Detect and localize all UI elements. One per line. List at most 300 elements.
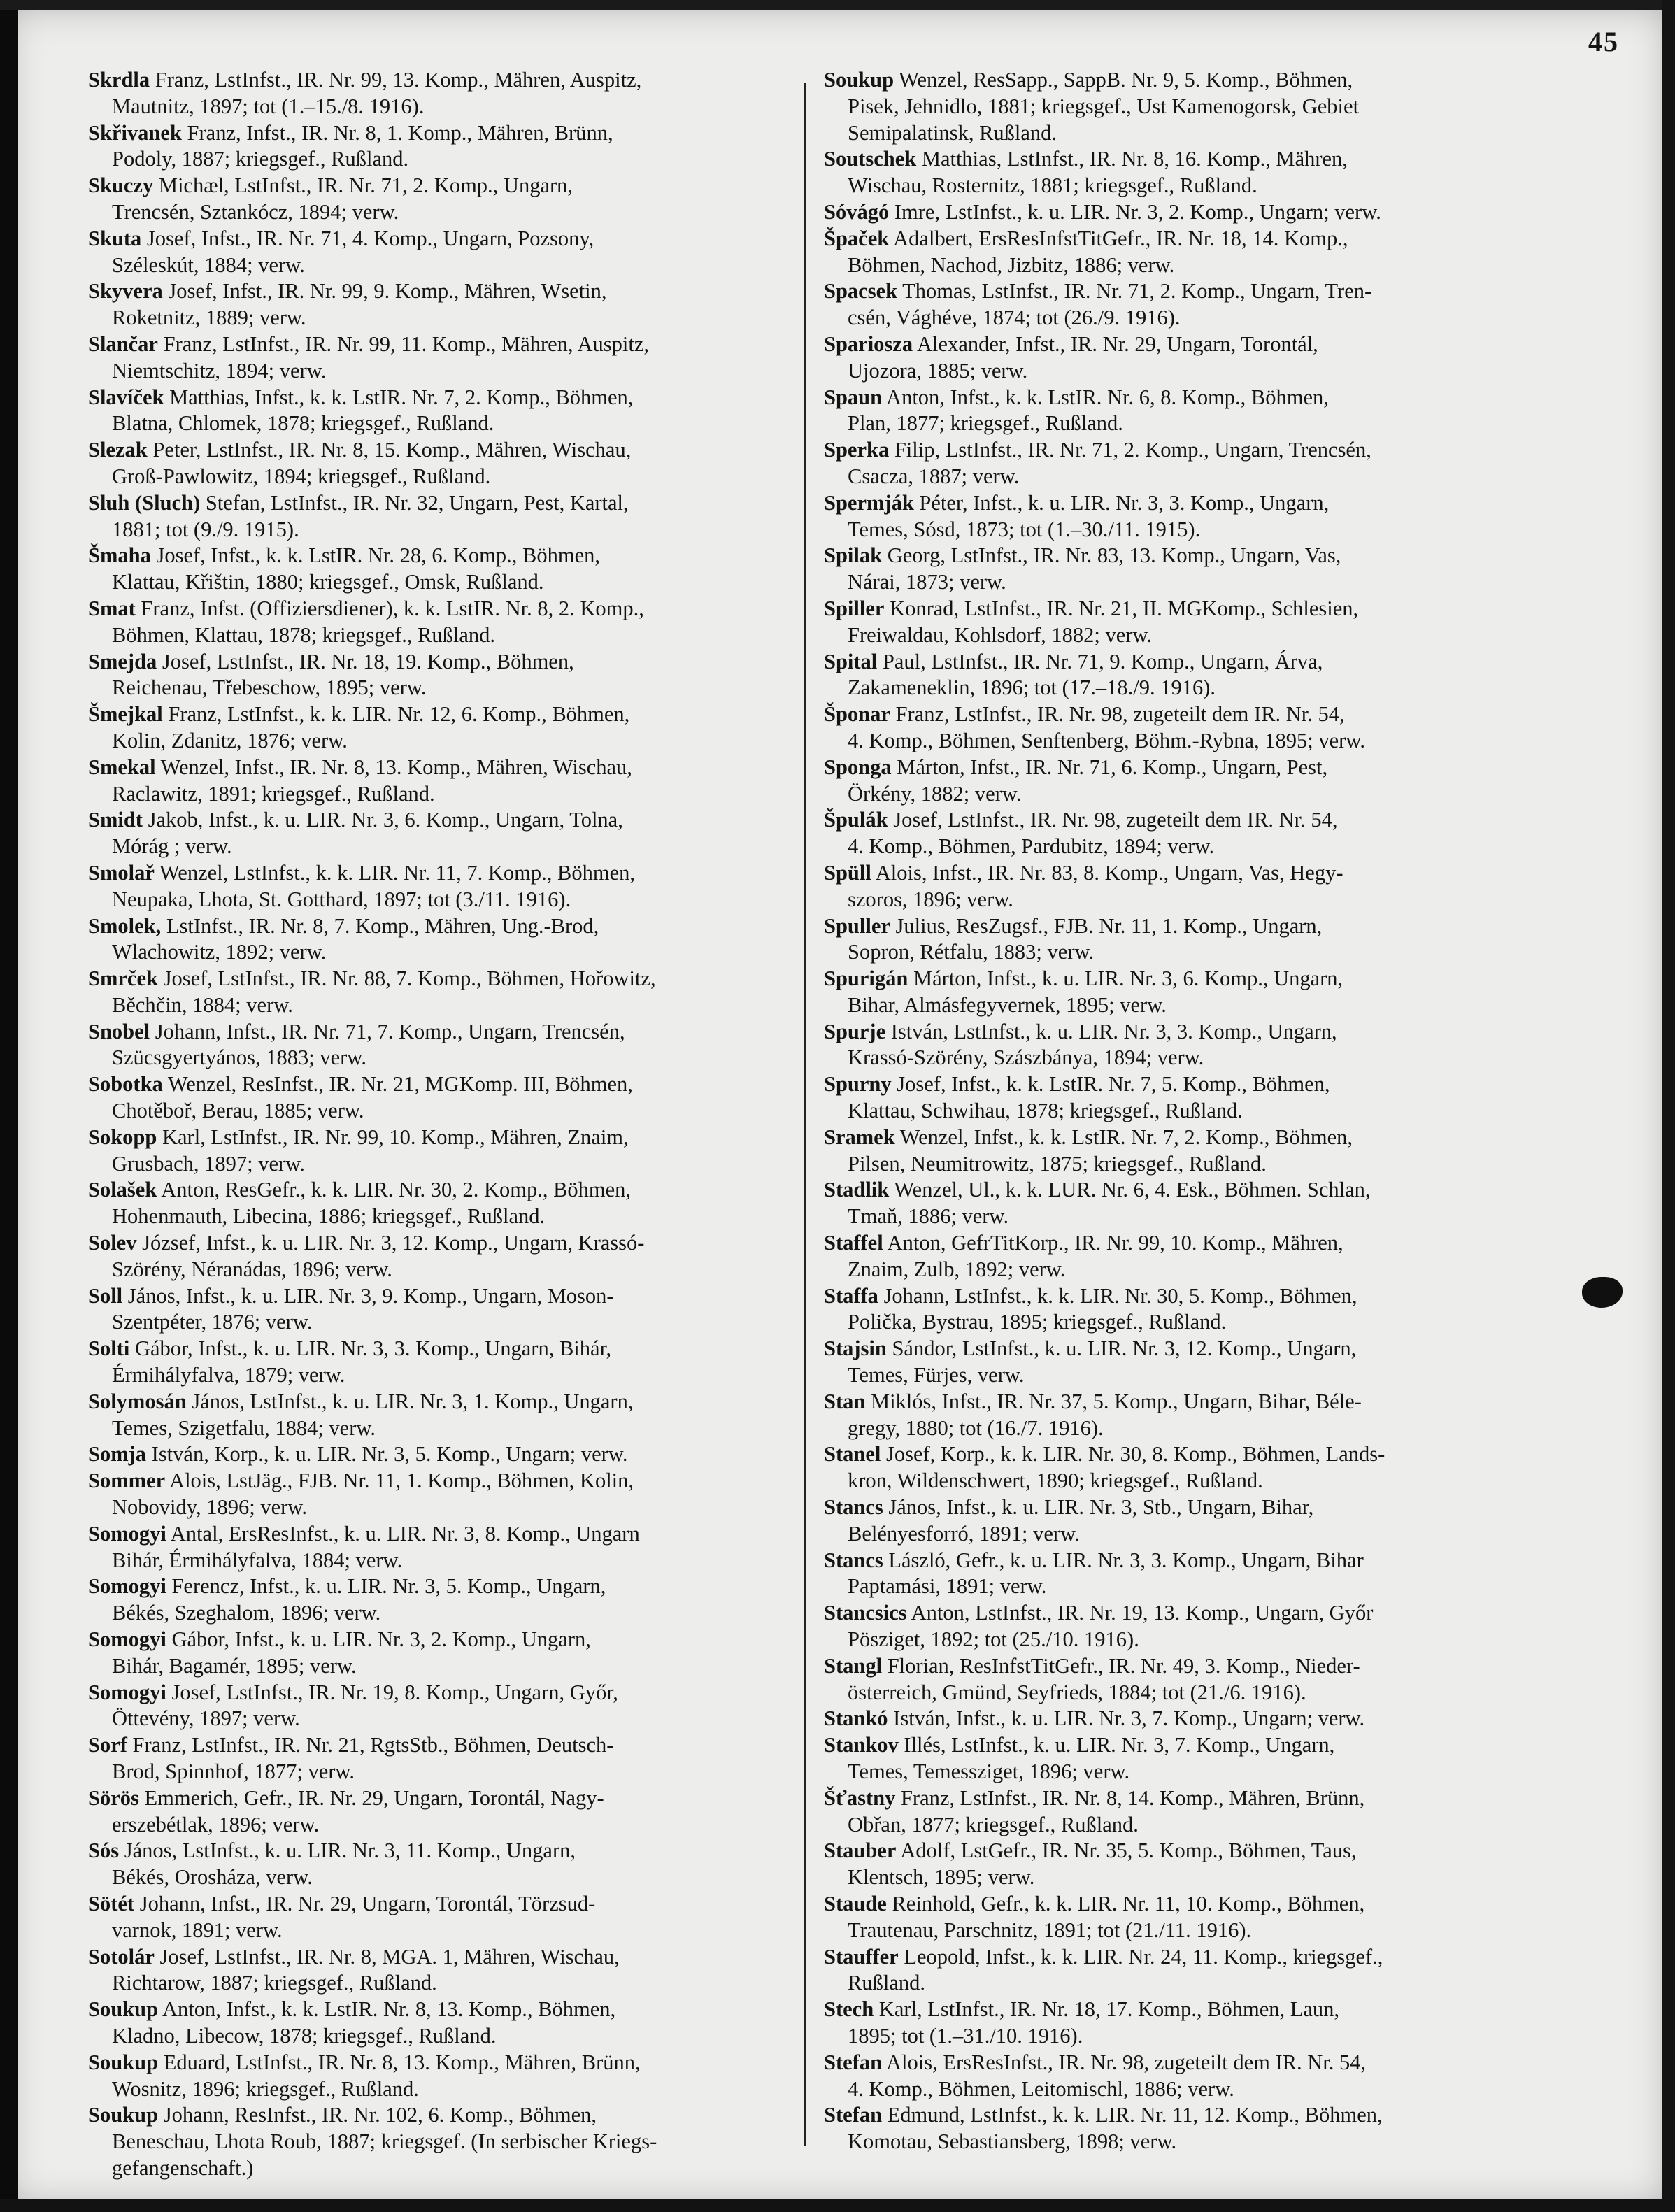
entry-surname: Sokopp bbox=[88, 1125, 157, 1149]
entry-details: Florian, ResInfstTitGefr., IR. Nr. 49, 3. Komp., Nieder- bbox=[882, 1653, 1360, 1678]
entry-continuation: Beneschau, Lhota Roub, 1887; kriegsgef. (In serbischer Kriegs- bbox=[112, 2129, 657, 2154]
entry-continuation: szoros, 1896; verw. bbox=[848, 887, 1013, 911]
entry-details: Josef, LstInfst., IR. Nr. 98, zugeteilt dem IR. Nr. 54, bbox=[888, 808, 1338, 832]
entry-continuation: Richtarow, 1887; kriegsgef., Rußland. bbox=[112, 1971, 437, 1995]
register-entry bbox=[88, 966, 787, 1019]
register-entry bbox=[88, 1944, 787, 1997]
entry-details: Anton, ResGefr., k. k. LIR. Nr. 30, 2. Komp., Böhmen, bbox=[157, 1178, 632, 1202]
entry-details: Josef, Infst., IR. Nr. 99, 9. Komp., Mähren, Wsetin, bbox=[162, 279, 607, 304]
entry-details: LstInfst., IR. Nr. 8, 7. Komp., Mähren, Ung.-Brod, bbox=[161, 913, 599, 938]
entry-details: Anton, LstInfst., IR. Nr. 19, 13. Komp., Ungarn, Győr bbox=[906, 1601, 1374, 1625]
entry-continuation: Ujozora, 1885; verw. bbox=[848, 358, 1028, 383]
entry-details: Alois, LstJäg., FJB. Nr. 11, 1. Komp., Böhmen, Kolin, bbox=[165, 1469, 634, 1493]
entry-continuation: erszebétlak, 1896; verw. bbox=[112, 1812, 320, 1836]
entry-details: Josef, LstInfst., IR. Nr. 88, 7. Komp., Böhmen, Hořowitz, bbox=[157, 966, 656, 991]
entry-continuation: Groß-Pawlowitz, 1894; kriegsgef., Rußland. bbox=[112, 464, 491, 488]
entry-details: János, Infst., k. u. LIR. Nr. 3, Stb., Ungarn, Bihar, bbox=[883, 1495, 1314, 1520]
register-entry bbox=[88, 1785, 787, 1839]
scan-border-left bbox=[0, 0, 18, 2212]
register-entry bbox=[88, 278, 787, 331]
ink-blot bbox=[1582, 1277, 1623, 1308]
entry-continuation: Pilsen, Neumitrowitz, 1875; kriegsgef., Rußland. bbox=[848, 1151, 1267, 1176]
entry-continuation: Komotau, Sebastiansberg, 1898; verw. bbox=[848, 2129, 1177, 2154]
entry-continuation: Széleskút, 1884; verw. bbox=[112, 252, 305, 277]
entry-details: János, Infst., k. u. LIR. Nr. 3, 9. Komp., Ungarn, Moson- bbox=[122, 1283, 614, 1308]
entry-surname: Soukup bbox=[88, 1997, 159, 2022]
entry-continuation: Podoly, 1887; kriegsgef., Rußland. bbox=[112, 147, 409, 171]
entry-details: Franz, LstInfst., k. k. LIR. Nr. 12, 6. Komp., Böhmen, bbox=[162, 702, 630, 727]
register-entry bbox=[88, 1019, 787, 1072]
entry-details: Adolf, LstGefr., IR. Nr. 35, 5. Komp., Böhmen, Taus, bbox=[896, 1839, 1357, 1863]
entry-details: Josef, LstInfst., IR. Nr. 19, 8. Komp., Ungarn, Győr, bbox=[166, 1680, 618, 1704]
entry-surname: Stauber bbox=[824, 1839, 897, 1863]
entry-details: Josef, Korp., k. k. LIR. Nr. 30, 8. Komp., Böhmen, Lands- bbox=[881, 1442, 1385, 1467]
entry-continuation: Klattau, Schwihau, 1878; kriegsgef., Rußland. bbox=[848, 1099, 1243, 1123]
entry-surname: Šmaha bbox=[88, 543, 151, 568]
register-entry bbox=[88, 1574, 787, 1627]
entry-continuation: Szücsgyertyános, 1883; verw. bbox=[112, 1046, 366, 1070]
entry-continuation: Örkény, 1882; verw. bbox=[848, 781, 1022, 806]
register-entry bbox=[88, 913, 787, 966]
entry-continuation: Hohenmauth, Libecina, 1886; kriegsgef., Rußland. bbox=[112, 1204, 546, 1229]
entry-surname: Solymosán bbox=[88, 1389, 187, 1413]
entry-details: Sándor, LstInfst., k. u. LIR. Nr. 3, 12. Komp., Ungarn, bbox=[886, 1336, 1357, 1361]
register-entry bbox=[88, 120, 787, 173]
entry-continuation: Tmaň, 1886; verw. bbox=[848, 1204, 1009, 1229]
entry-surname: Spacsek bbox=[824, 279, 898, 304]
entry-continuation: Grusbach, 1897; verw. bbox=[112, 1151, 305, 1176]
entry-surname: Spital bbox=[824, 649, 878, 673]
entry-continuation: Trautenau, Parschnitz, 1891; tot (21./11. 1916). bbox=[848, 1918, 1252, 1942]
entry-continuation: Érmihályfalva, 1879; verw. bbox=[112, 1363, 345, 1387]
entry-details: Emmerich, Gefr., IR. Nr. 29, Ungarn, Torontál, Nagy- bbox=[138, 1785, 604, 1810]
entry-continuation: Běchčin, 1884; verw. bbox=[112, 992, 293, 1017]
entry-details: Wenzel, ResInfst., IR. Nr. 21, MGKomp. III, Böhmen, bbox=[162, 1072, 633, 1097]
entry-continuation: Öttevény, 1897; verw. bbox=[112, 1706, 300, 1731]
entry-continuation: Raclawitz, 1891; kriegsgef., Rußland. bbox=[112, 781, 435, 806]
entry-continuation: Plan, 1877; kriegsgef., Rußland. bbox=[848, 411, 1123, 436]
entry-details: Jakob, Infst., k. u. LIR. Nr. 3, 6. Komp., Ungarn, Tolna, bbox=[142, 808, 623, 832]
entry-surname: Slezak bbox=[88, 438, 148, 462]
entry-surname: Skuta bbox=[88, 226, 142, 250]
register-entry bbox=[88, 1680, 787, 1733]
register-entry bbox=[88, 1891, 787, 1944]
entry-surname: Sós bbox=[88, 1839, 120, 1863]
register-entry bbox=[824, 2050, 1537, 2103]
register-entry bbox=[824, 1600, 1537, 1653]
entry-surname: Soutschek bbox=[824, 147, 917, 171]
register-entry bbox=[824, 1125, 1537, 1178]
register-entry bbox=[824, 913, 1537, 966]
entry-details: Georg, LstInfst., IR. Nr. 83, 13. Komp., Ungarn, Vas, bbox=[882, 543, 1341, 568]
entry-continuation: Böhmen, Klattau, 1878; kriegsgef., Rußland. bbox=[112, 622, 496, 647]
entry-continuation: Obřan, 1877; kriegsgef., Rußland. bbox=[848, 1812, 1139, 1836]
register-entry bbox=[824, 1785, 1537, 1839]
register-entry bbox=[824, 331, 1537, 385]
entry-details: Franz, LstInfst., IR. Nr. 8, 14. Komp., Mähren, Brünn, bbox=[895, 1785, 1365, 1810]
entry-surname: Šťastny bbox=[824, 1785, 896, 1810]
entry-surname: Špaček bbox=[824, 226, 890, 250]
entry-surname: Slavíček bbox=[88, 385, 164, 409]
entry-details: Anton, GefrTitKorp., IR. Nr. 99, 10. Komp., Mähren, bbox=[883, 1231, 1343, 1255]
register-entry bbox=[824, 596, 1537, 649]
entry-details: József, Infst., k. u. LIR. Nr. 3, 12. Komp., Ungarn, Krassó- bbox=[136, 1231, 645, 1255]
entry-details: Johann, Infst., IR. Nr. 29, Ungarn, Torontál, Törzsud- bbox=[134, 1891, 596, 1915]
entry-surname: Skuczy bbox=[88, 173, 154, 198]
entry-continuation: Wosnitz, 1896; kriegsgef., Rußland. bbox=[112, 2076, 419, 2101]
entry-surname: Sobotka bbox=[88, 1072, 163, 1097]
entry-details: Johann, LstInfst., k. k. LIR. Nr. 30, 5. Komp., Böhmen, bbox=[878, 1283, 1357, 1308]
scan-border-top bbox=[0, 0, 1675, 10]
register-entry bbox=[88, 173, 787, 226]
entry-surname: Spiller bbox=[824, 596, 885, 620]
entry-details: János, LstInfst., k. u. LIR. Nr. 3, 11. Komp., Ungarn, bbox=[119, 1839, 576, 1863]
entry-continuation: Csacza, 1887; verw. bbox=[848, 464, 1020, 488]
entry-continuation: Temes, Fürjes, verw. bbox=[848, 1363, 1025, 1387]
entry-details: Franz, LstInfst., IR. Nr. 98, zugeteilt dem IR. Nr. 54, bbox=[890, 702, 1345, 727]
entry-details: Franz, LstInfst., IR. Nr. 99, 13. Komp., Mähren, Auspitz, bbox=[150, 68, 642, 92]
entry-surname: Stadlik bbox=[824, 1178, 890, 1202]
entry-details: Wenzel, Ul., k. k. LUR. Nr. 6, 4. Esk., Böhmen. Schlan, bbox=[889, 1178, 1371, 1202]
register-entry bbox=[88, 67, 787, 120]
entry-surname: Sóvágó bbox=[824, 199, 890, 224]
entry-details: Michæl, LstInfst., IR. Nr. 71, 2. Komp., Ungarn, bbox=[153, 173, 573, 198]
entry-details: István, LstInfst., k. u. LIR. Nr. 3, 3. Komp., Ungarn, bbox=[885, 1019, 1337, 1043]
register-entry bbox=[824, 1548, 1537, 1601]
entry-continuation: Temes, Temessziget, 1896; verw. bbox=[848, 1760, 1130, 1783]
entry-continuation: gregy, 1880; tot (16./7. 1916). bbox=[848, 1415, 1104, 1440]
entry-details: Miklós, Infst., IR. Nr. 37, 5. Komp., Ungarn, Bihar, Béle- bbox=[865, 1389, 1362, 1413]
entry-surname: Smejda bbox=[88, 649, 157, 673]
register-entry bbox=[824, 1336, 1537, 1389]
entry-details: István, Infst., k. u. LIR. Nr. 3, 7. Komp., Ungarn; verw. bbox=[888, 1706, 1365, 1731]
entry-surname: Stanel bbox=[824, 1442, 881, 1467]
entry-details: Ferencz, Infst., k. u. LIR. Nr. 3, 5. Komp., Ungarn, bbox=[166, 1574, 606, 1599]
entry-surname: Soukup bbox=[824, 68, 894, 92]
entry-surname: Somogyi bbox=[88, 1680, 166, 1704]
register-entry bbox=[824, 1283, 1537, 1336]
entry-continuation: Klattau, Křištin, 1880; kriegsgef., Omsk, Rußland. bbox=[112, 570, 544, 594]
entry-details: Matthias, LstInfst., IR. Nr. 8, 16. Komp., Mähren, bbox=[916, 147, 1348, 171]
register-entry bbox=[824, 226, 1537, 279]
register-entry bbox=[88, 1732, 787, 1785]
entry-surname: Staffel bbox=[824, 1231, 883, 1255]
entry-continuation: Niemtschitz, 1894; verw. bbox=[112, 358, 327, 383]
register-entry bbox=[824, 1441, 1537, 1494]
entry-continuation: gefangenschaft.) bbox=[112, 2155, 254, 2180]
entry-details: Stefan, LstInfst., IR. Nr. 32, Ungarn, Pest, Kartal, bbox=[200, 490, 629, 515]
entry-surname: Somogyi bbox=[88, 1521, 166, 1546]
entry-surname: Smidt bbox=[88, 808, 143, 832]
entry-surname: Stefan bbox=[824, 2103, 883, 2127]
entry-surname: Stech bbox=[824, 1997, 874, 2022]
register-entry bbox=[88, 437, 787, 490]
register-entry bbox=[824, 701, 1537, 755]
register-entry bbox=[824, 1177, 1537, 1230]
entry-surname: Špulák bbox=[824, 808, 888, 832]
register-entry bbox=[824, 1944, 1537, 1997]
entry-surname: Stauffer bbox=[824, 1944, 899, 1969]
entry-surname: Sorf bbox=[88, 1733, 127, 1757]
entry-continuation: Brod, Spinnhof, 1877; verw. bbox=[112, 1760, 355, 1783]
entry-continuation: Bihár, Érmihályfalva, 1884; verw. bbox=[112, 1548, 403, 1572]
entry-continuation: Neupaka, Lhota, St. Gotthard, 1897; tot (3./11. 1916). bbox=[112, 887, 571, 911]
entry-details: István, Korp., k. u. LIR. Nr. 3, 5. Komp., Ungarn; verw. bbox=[146, 1442, 628, 1467]
entry-surname: Staude bbox=[824, 1891, 887, 1915]
entry-continuation: Mautnitz, 1897; tot (1.–15./8. 1916). bbox=[112, 94, 425, 118]
entry-continuation: Pisek, Jehnidlo, 1881; kriegsgef., Ust Kamenogorsk, Gebiet bbox=[848, 94, 1360, 118]
register-entry bbox=[88, 1177, 787, 1230]
entry-details: Konrad, LstInfst., IR. Nr. 21, II. MGKomp., Schlesien, bbox=[884, 596, 1359, 620]
register-entry bbox=[824, 1838, 1537, 1891]
entry-surname: Spariosza bbox=[824, 331, 913, 356]
entry-details: Johann, ResInfst., IR. Nr. 102, 6. Komp., Böhmen, bbox=[158, 2103, 597, 2127]
register-entry bbox=[824, 278, 1537, 331]
entry-details: Franz, LstInfst., IR. Nr. 21, RgtsStb., Böhmen, Deutsch- bbox=[127, 1733, 614, 1757]
entry-details: Wenzel, ResSapp., SappB. Nr. 9, 5. Komp., Böhmen, bbox=[894, 68, 1353, 92]
entry-continuation: Bihár, Bagamér, 1895; verw. bbox=[112, 1653, 357, 1678]
register-entry bbox=[824, 2102, 1537, 2155]
entry-details: Wenzel, Infst., k. k. LstIR. Nr. 7, 2. Komp., Böhmen, bbox=[894, 1125, 1353, 1149]
entry-details: Anton, Infst., k. k. LstIR. Nr. 8, 13. Komp., Böhmen, bbox=[158, 1997, 616, 2022]
register-entry bbox=[824, 490, 1537, 543]
register-entry bbox=[824, 1997, 1537, 2050]
entry-details: Wenzel, Infst., IR. Nr. 8, 13. Komp., Mähren, Wischau, bbox=[155, 755, 632, 779]
register-entry bbox=[824, 807, 1537, 860]
register-entry bbox=[824, 1891, 1537, 1944]
register-entry bbox=[824, 1071, 1537, 1125]
entry-continuation: Semipalatinsk, Rußland. bbox=[848, 120, 1057, 145]
register-entry bbox=[824, 67, 1537, 146]
entry-details: Josef, LstInfst., IR. Nr. 8, MGA. 1, Mähren, Wischau, bbox=[154, 1944, 620, 1969]
entry-details: Reinhold, Gefr., k. k. LIR. Nr. 11, 10. Komp., Böhmen, bbox=[886, 1891, 1365, 1915]
register-entry bbox=[88, 226, 787, 279]
entry-details: Eduard, LstInfst., IR. Nr. 8, 13. Komp., Mähren, Brünn, bbox=[158, 2050, 641, 2074]
entry-continuation: Nobovidy, 1896; verw. bbox=[112, 1495, 307, 1520]
register-entry bbox=[88, 1283, 787, 1336]
register-entry bbox=[824, 1230, 1537, 1283]
entry-details: Franz, Infst., IR. Nr. 8, 1. Komp., Mähren, Brünn, bbox=[181, 120, 613, 145]
entry-details: Matthias, Infst., k. k. LstIR. Nr. 7, 2. Komp., Böhmen, bbox=[164, 385, 634, 409]
entry-details: Julius, ResZugsf., FJB. Nr. 11, 1. Komp., Ungarn, bbox=[890, 913, 1323, 938]
entry-details: Alois, ErsResInfst., IR. Nr. 98, zugeteilt dem IR. Nr. 54, bbox=[882, 2050, 1367, 2074]
entry-continuation: Nárai, 1873; verw. bbox=[848, 570, 1006, 594]
entry-continuation: Békés, Orosháza, verw. bbox=[112, 1865, 313, 1890]
register-entry bbox=[88, 2102, 787, 2181]
register-entry bbox=[88, 1389, 787, 1442]
entry-continuation: Pösziget, 1892; tot (25./10. 1916). bbox=[848, 1627, 1139, 1652]
register-entry bbox=[88, 1468, 787, 1521]
entry-continuation: Mórág ; verw. bbox=[112, 834, 232, 859]
entry-details: Wenzel, LstInfst., k. k. LIR. Nr. 11, 7. Komp., Böhmen, bbox=[154, 860, 636, 885]
entry-continuation: Znaim, Zulb, 1892; verw. bbox=[848, 1257, 1066, 1281]
entry-continuation: Roketnitz, 1889; verw. bbox=[112, 306, 306, 330]
entry-continuation: Szörény, Néranádas, 1896; verw. bbox=[112, 1257, 392, 1281]
entry-continuation: Sopron, Rétfalu, 1883; verw. bbox=[848, 940, 1095, 964]
entry-surname: Smolek, bbox=[88, 913, 162, 938]
register-entry bbox=[824, 199, 1537, 226]
register-entry bbox=[824, 1732, 1537, 1785]
right-column bbox=[824, 67, 1537, 2155]
register-entry bbox=[824, 1389, 1537, 1442]
register-entry bbox=[88, 1230, 787, 1283]
entry-surname: Solti bbox=[88, 1336, 130, 1361]
entry-details: Josef, Infst., k. k. LstIR. Nr. 28, 6. Komp., Böhmen, bbox=[150, 543, 601, 568]
entry-surname: Sommer bbox=[88, 1469, 166, 1493]
register-entry bbox=[824, 543, 1537, 596]
entry-continuation: csén, Vághéve, 1874; tot (26./9. 1916). bbox=[848, 306, 1181, 330]
register-entry bbox=[88, 385, 787, 438]
entry-details: Márton, Infst., IR. Nr. 71, 6. Komp., Ungarn, Pest, bbox=[891, 755, 1328, 779]
register-entry bbox=[824, 385, 1537, 438]
register-entry bbox=[88, 701, 787, 755]
register-entry bbox=[824, 437, 1537, 490]
entry-surname: Sperka bbox=[824, 438, 890, 462]
entry-continuation: österreich, Gmünd, Seyfrieds, 1884; tot (21./6. 1916). bbox=[848, 1680, 1306, 1704]
entry-surname: Slančar bbox=[88, 331, 158, 356]
entry-surname: Soll bbox=[88, 1283, 123, 1308]
entry-surname: Spilak bbox=[824, 543, 883, 568]
register-entry bbox=[824, 860, 1537, 913]
entry-continuation: Békés, Szeghalom, 1896; verw. bbox=[112, 1601, 381, 1625]
register-entry bbox=[88, 1521, 787, 1574]
entry-details: Péter, Infst., k. u. LIR. Nr. 3, 3. Komp., Ungarn, bbox=[913, 490, 1330, 515]
entry-continuation: Wischau, Rosternitz, 1881; kriegsgef., Rußland. bbox=[848, 173, 1257, 198]
entry-surname: Spaun bbox=[824, 385, 883, 409]
left-column bbox=[88, 67, 787, 2182]
page-number: 45 bbox=[1588, 26, 1619, 57]
entry-surname: Stangl bbox=[824, 1653, 883, 1678]
register-entry bbox=[824, 1653, 1537, 1706]
register-entry bbox=[88, 649, 787, 702]
register-entry bbox=[88, 755, 787, 808]
register-entry bbox=[824, 966, 1537, 1019]
entry-continuation: Kolin, Zdanitz, 1876; verw. bbox=[112, 728, 348, 752]
entry-details: Gábor, Infst., k. u. LIR. Nr. 3, 2. Komp., Ungarn, bbox=[166, 1627, 591, 1652]
entry-surname: Šponar bbox=[824, 702, 890, 727]
entry-surname: Sörös bbox=[88, 1785, 139, 1810]
entry-surname: Sotolár bbox=[88, 1944, 155, 1969]
entry-continuation: Temes, Sósd, 1873; tot (1.–30./11. 1915). bbox=[848, 517, 1201, 541]
entry-surname: Skřivanek bbox=[88, 120, 182, 145]
entry-details: László, Gefr., k. u. LIR. Nr. 3, 3. Komp., Ungarn, Bihar bbox=[883, 1548, 1364, 1572]
register-entry bbox=[824, 146, 1537, 199]
entry-surname: Spuller bbox=[824, 913, 890, 938]
entry-continuation: 4. Komp., Böhmen, Leitomischl, 1886; verw. bbox=[848, 2076, 1234, 2101]
register-entry bbox=[88, 860, 787, 913]
scan-border-bottom bbox=[0, 2199, 1675, 2212]
entry-continuation: Chotěboř, Berau, 1885; verw. bbox=[112, 1099, 364, 1123]
register-entry bbox=[88, 2050, 787, 2103]
entry-continuation: 4. Komp., Böhmen, Pardubitz, 1894; verw. bbox=[848, 834, 1215, 859]
entry-details: Gábor, Infst., k. u. LIR. Nr. 3, 3. Komp., Ungarn, Bihár, bbox=[129, 1336, 612, 1361]
entry-continuation: Zakameneklin, 1896; tot (17.–18./9. 1916). bbox=[848, 676, 1216, 700]
entry-surname: Spurny bbox=[824, 1072, 892, 1097]
register-entry bbox=[88, 1838, 787, 1891]
entry-continuation: Paptamási, 1891; verw. bbox=[848, 1574, 1047, 1599]
entry-surname: Skyvera bbox=[88, 279, 163, 304]
entry-surname: Soukup bbox=[88, 2050, 159, 2074]
entry-details: Johann, Infst., IR. Nr. 71, 7. Komp., Ungarn, Trencsén, bbox=[150, 1019, 625, 1043]
entry-details: Franz, Infst. (Offiziersdiener), k. k. LstIR. Nr. 8, 2. Komp., bbox=[135, 596, 644, 620]
entry-continuation: Klentsch, 1895; verw. bbox=[848, 1865, 1035, 1890]
register-entry bbox=[88, 1441, 787, 1468]
entry-details: Karl, LstInfst., IR. Nr. 18, 17. Komp., Böhmen, Laun, bbox=[874, 1997, 1340, 2022]
register-entry bbox=[88, 1336, 787, 1389]
entry-details: Anton, Infst., k. k. LstIR. Nr. 6, 8. Komp., Böhmen, bbox=[882, 385, 1329, 409]
entry-details: Franz, LstInfst., IR. Nr. 99, 11. Komp., Mähren, Auspitz, bbox=[157, 331, 649, 356]
entry-surname: Smolař bbox=[88, 860, 155, 885]
entry-details: János, LstInfst., k. u. LIR. Nr. 3, 1. Komp., Ungarn, bbox=[186, 1389, 634, 1413]
entry-surname: Soukup bbox=[88, 2103, 159, 2127]
register-entry bbox=[88, 596, 787, 649]
entry-details: Leopold, Infst., k. k. LIR. Nr. 24, 11. Komp., kriegsgef., bbox=[898, 1944, 1383, 1969]
register-entry bbox=[88, 1627, 787, 1680]
entry-details: Imre, LstInfst., k. u. LIR. Nr. 3, 2. Komp., Ungarn; verw. bbox=[889, 199, 1381, 224]
entry-continuation: Blatna, Chlomek, 1878; kriegsgef., Rußland. bbox=[112, 411, 494, 436]
entry-continuation: Böhmen, Nachod, Jizbitz, 1886; verw. bbox=[848, 252, 1175, 277]
entry-continuation: Krassó-Szörény, Szászbánya, 1894; verw. bbox=[848, 1046, 1204, 1070]
entry-surname: Smrček bbox=[88, 966, 158, 991]
entry-continuation: Szentpéter, 1876; verw. bbox=[112, 1310, 313, 1334]
entry-surname: Skrdla bbox=[88, 68, 150, 92]
register-entry bbox=[88, 807, 787, 860]
entry-surname: Sluh (Sluch) bbox=[88, 490, 201, 515]
entry-surname: Stankó bbox=[824, 1706, 888, 1731]
entry-details: Alexander, Infst., IR. Nr. 29, Ungarn, Torontál, bbox=[913, 331, 1318, 356]
entry-surname: Spüll bbox=[824, 860, 871, 885]
entry-surname: Snobel bbox=[88, 1019, 150, 1043]
register-entry bbox=[824, 1019, 1537, 1072]
entry-continuation: Bihar, Almásfegyvernek, 1895; verw. bbox=[848, 992, 1167, 1017]
register-entry bbox=[88, 1125, 787, 1178]
entry-continuation: Reichenau, Třebeschow, 1895; verw. bbox=[112, 676, 427, 700]
entry-surname: Somja bbox=[88, 1442, 147, 1467]
entry-details: Antal, ErsResInfst., k. u. LIR. Nr. 3, 8. Komp., Ungarn bbox=[166, 1521, 640, 1546]
entry-details: Josef, Infst., IR. Nr. 71, 4. Komp., Ungarn, Pozsony, bbox=[141, 226, 594, 250]
entry-continuation: 4. Komp., Böhmen, Senftenberg, Böhm.-Rybna, 1895; verw. bbox=[848, 728, 1366, 752]
register-entry bbox=[824, 1706, 1537, 1732]
register-entry bbox=[88, 543, 787, 596]
entry-surname: Spurigán bbox=[824, 966, 908, 991]
entry-details: Karl, LstInfst., IR. Nr. 99, 10. Komp., Mähren, Znaim, bbox=[157, 1125, 629, 1149]
entry-surname: Somogyi bbox=[88, 1574, 166, 1599]
entry-continuation: kron, Wildenschwert, 1890; kriegsgef., Rußland. bbox=[848, 1469, 1263, 1493]
entry-continuation: 1881; tot (9./9. 1915). bbox=[112, 517, 299, 541]
entry-continuation: Rußland. bbox=[848, 1971, 925, 1995]
entry-details: Edmund, LstInfst., k. k. LIR. Nr. 11, 12. Komp., Böhmen, bbox=[882, 2103, 1383, 2127]
entry-details: Filip, LstInfst., IR. Nr. 71, 2. Komp., Ungarn, Trencsén, bbox=[889, 438, 1371, 462]
entry-surname: Stancs bbox=[824, 1495, 883, 1520]
entry-surname: Stan bbox=[824, 1389, 866, 1413]
register-entry bbox=[88, 1071, 787, 1125]
entry-continuation: Trencsén, Sztankócz, 1894; verw. bbox=[112, 199, 399, 224]
entry-continuation: Freiwaldau, Kohlsdorf, 1882; verw. bbox=[848, 622, 1153, 647]
entry-surname: Solašek bbox=[88, 1178, 157, 1202]
entry-details: Alois, Infst., IR. Nr. 83, 8. Komp., Ungarn, Vas, Hegy- bbox=[871, 860, 1343, 885]
register-entry bbox=[88, 331, 787, 385]
entry-continuation: Polička, Bystrau, 1895; kriegsgef., Rußland. bbox=[848, 1310, 1227, 1334]
entry-details: Márton, Infst., k. u. LIR. Nr. 3, 6. Komp., Ungarn, bbox=[908, 966, 1343, 991]
entry-details: Paul, LstInfst., IR. Nr. 71, 9. Komp., Ungarn, Árva, bbox=[877, 649, 1323, 673]
entry-surname: Stajsin bbox=[824, 1336, 887, 1361]
entry-continuation: Temes, Szigetfalu, 1884; verw. bbox=[112, 1415, 376, 1440]
entry-surname: Smekal bbox=[88, 755, 156, 779]
register-entry bbox=[824, 649, 1537, 702]
entry-surname: Somogyi bbox=[88, 1627, 166, 1652]
entry-surname: Sramek bbox=[824, 1125, 895, 1149]
entry-details: Illés, LstInfst., k. u. LIR. Nr. 3, 7. Komp., Ungarn, bbox=[898, 1733, 1335, 1757]
